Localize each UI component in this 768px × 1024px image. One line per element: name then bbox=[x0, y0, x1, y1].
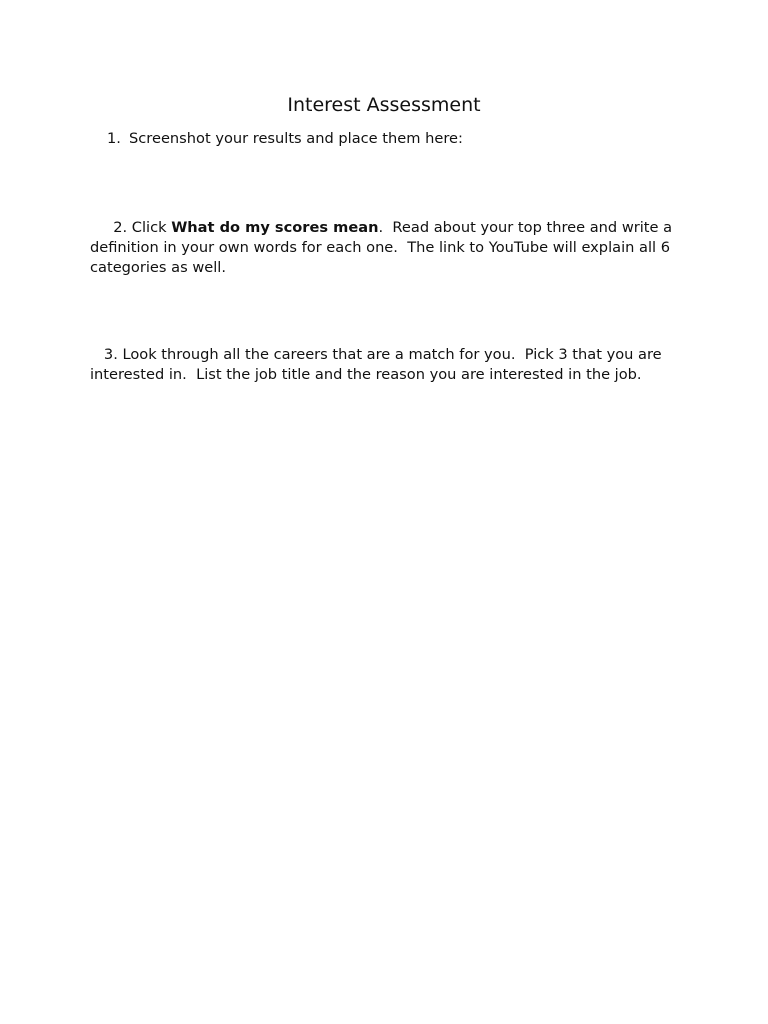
question-2-prefix: 2. Click bbox=[90, 219, 172, 236]
question-1-text: Screenshot your results and place them here: bbox=[129, 130, 463, 147]
question-2-suffix: . Read about your top three and write a definition in your own words for each one. The link to YouTube will explain all 6 categories as well. bbox=[90, 219, 677, 276]
question-1 bbox=[107, 129, 707, 149]
question-3-text: 3. Look through all the careers that are a match for you. Pick 3 that you are interested in. List the job title and the reason you are interested in the job. bbox=[90, 346, 667, 383]
document-title: Interest Assessment bbox=[287, 94, 481, 116]
question-2 bbox=[90, 218, 690, 278]
question-2-bold-phrase: What do my scores mean bbox=[171, 219, 379, 236]
question-3 bbox=[90, 345, 690, 385]
question-1-number: 1. bbox=[107, 130, 121, 147]
